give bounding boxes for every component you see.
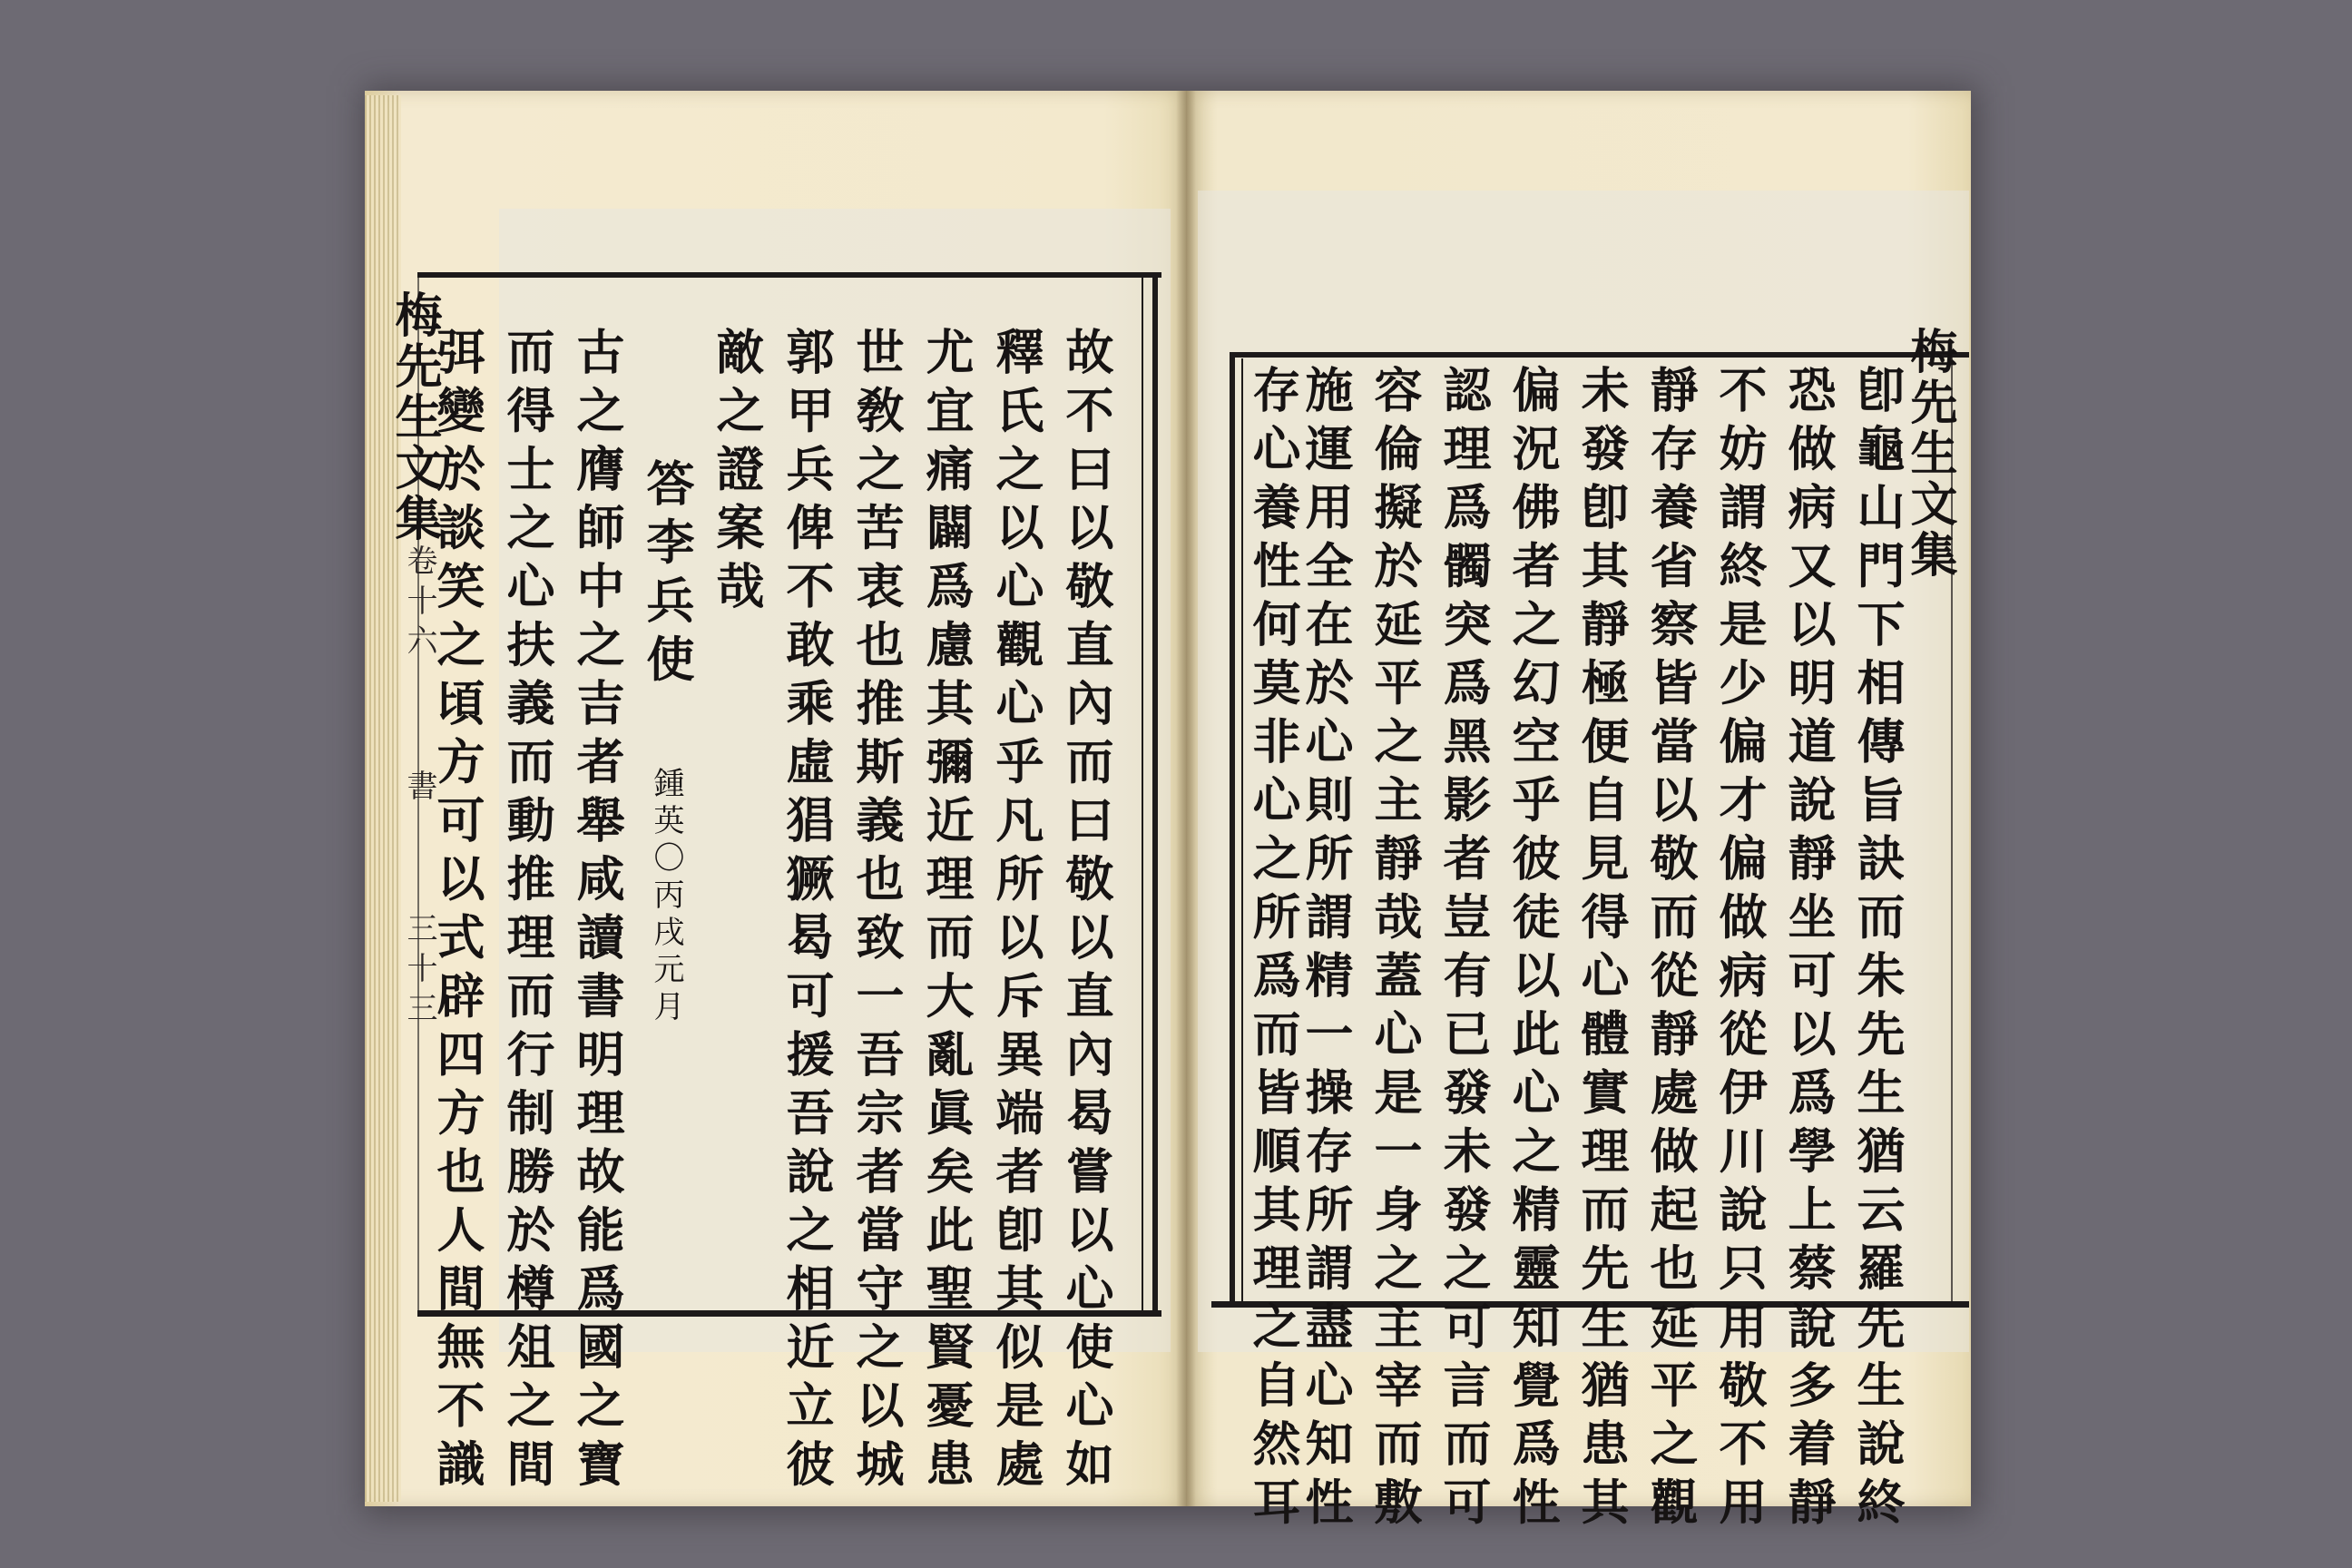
left-text-column: 敵之證案哉 [709,327,765,620]
left-text-column: 弭變於談笑之頃方可以式辟四方也人間無不識 [429,327,485,1497]
left-section-label: 書 [401,769,437,809]
right-text-column: 施運用全在於心則所謂精一操存所謂盡心知性 [1298,365,1354,1535]
left-frame-right [1152,272,1158,1316]
right-text-column: 靜存養省察皆當以敬而從靜處做起也延平之觀 [1642,365,1699,1535]
right-text-column: 存心養性何莫非心之所爲而皆順其理之自然耳 [1245,365,1301,1535]
letter-heading: 答李兵使 [639,458,695,692]
right-text-column: 未發卽其靜極便自見得心體實理而先生猶患其 [1573,365,1630,1535]
left-margin-title: 梅先生文集 [387,290,442,544]
right-text-column: 容倫擬於延平之主靜哉蓋心是一身之主宰而敷 [1367,365,1423,1535]
right-frame-top [1230,352,1969,358]
book-gutter [1176,91,1196,1506]
left-text-column: 郭甲兵俾不敢乘虛猖獗曷可援吾說之相近立彼 [779,327,835,1497]
right-frame-inner [1241,358,1243,1302]
left-text-column: 尤宜痛闢爲慮其彌近理而大亂眞矣此聖賢憂患 [918,327,975,1497]
left-page-number: 三十三 [401,912,437,1032]
right-margin-title: 梅先生文集 [1902,327,1957,581]
left-frame-top [417,272,1161,278]
right-text-column: 偏況佛者之幻空乎彼徒以此心之精靈知覺爲性 [1504,365,1561,1535]
right-text-column: 恐做病又以明道說靜坐可以爲學上蔡說多着靜 [1780,365,1837,1535]
left-text-column: 釋氏之以心觀心乎凡所以斥異端者卽其似是處 [988,327,1044,1497]
left-text-column: 故不曰以敬直內而曰敬以直內曷嘗以心使心如 [1058,327,1114,1497]
left-frame-inner [1142,277,1143,1311]
letter-note: 鍾英〇丙戌元月 [648,767,684,1027]
right-text-column: 不妨謂終是少偏才偏做病從伊川說只用敬不用 [1711,365,1768,1535]
left-text-column: 而得士之心扶義而動推理而行制勝於樽俎之間 [499,327,555,1497]
right-text-column: 認理爲髑突爲黑影者豈有已發未發之可言而可 [1436,365,1492,1535]
left-text-column: 世敎之苦衷也推斯義也致一吾宗者當守之以城 [848,327,905,1497]
right-text-column: 卽龜山門下相傳旨訣而朱先生猶云羅先生說終 [1849,365,1906,1535]
right-frame-left [1230,352,1235,1307]
left-volume-label: 卷十六 [401,544,437,664]
left-text-column: 古之膺師中之吉者舉咸讀書明理故能爲國之寶 [569,327,625,1497]
